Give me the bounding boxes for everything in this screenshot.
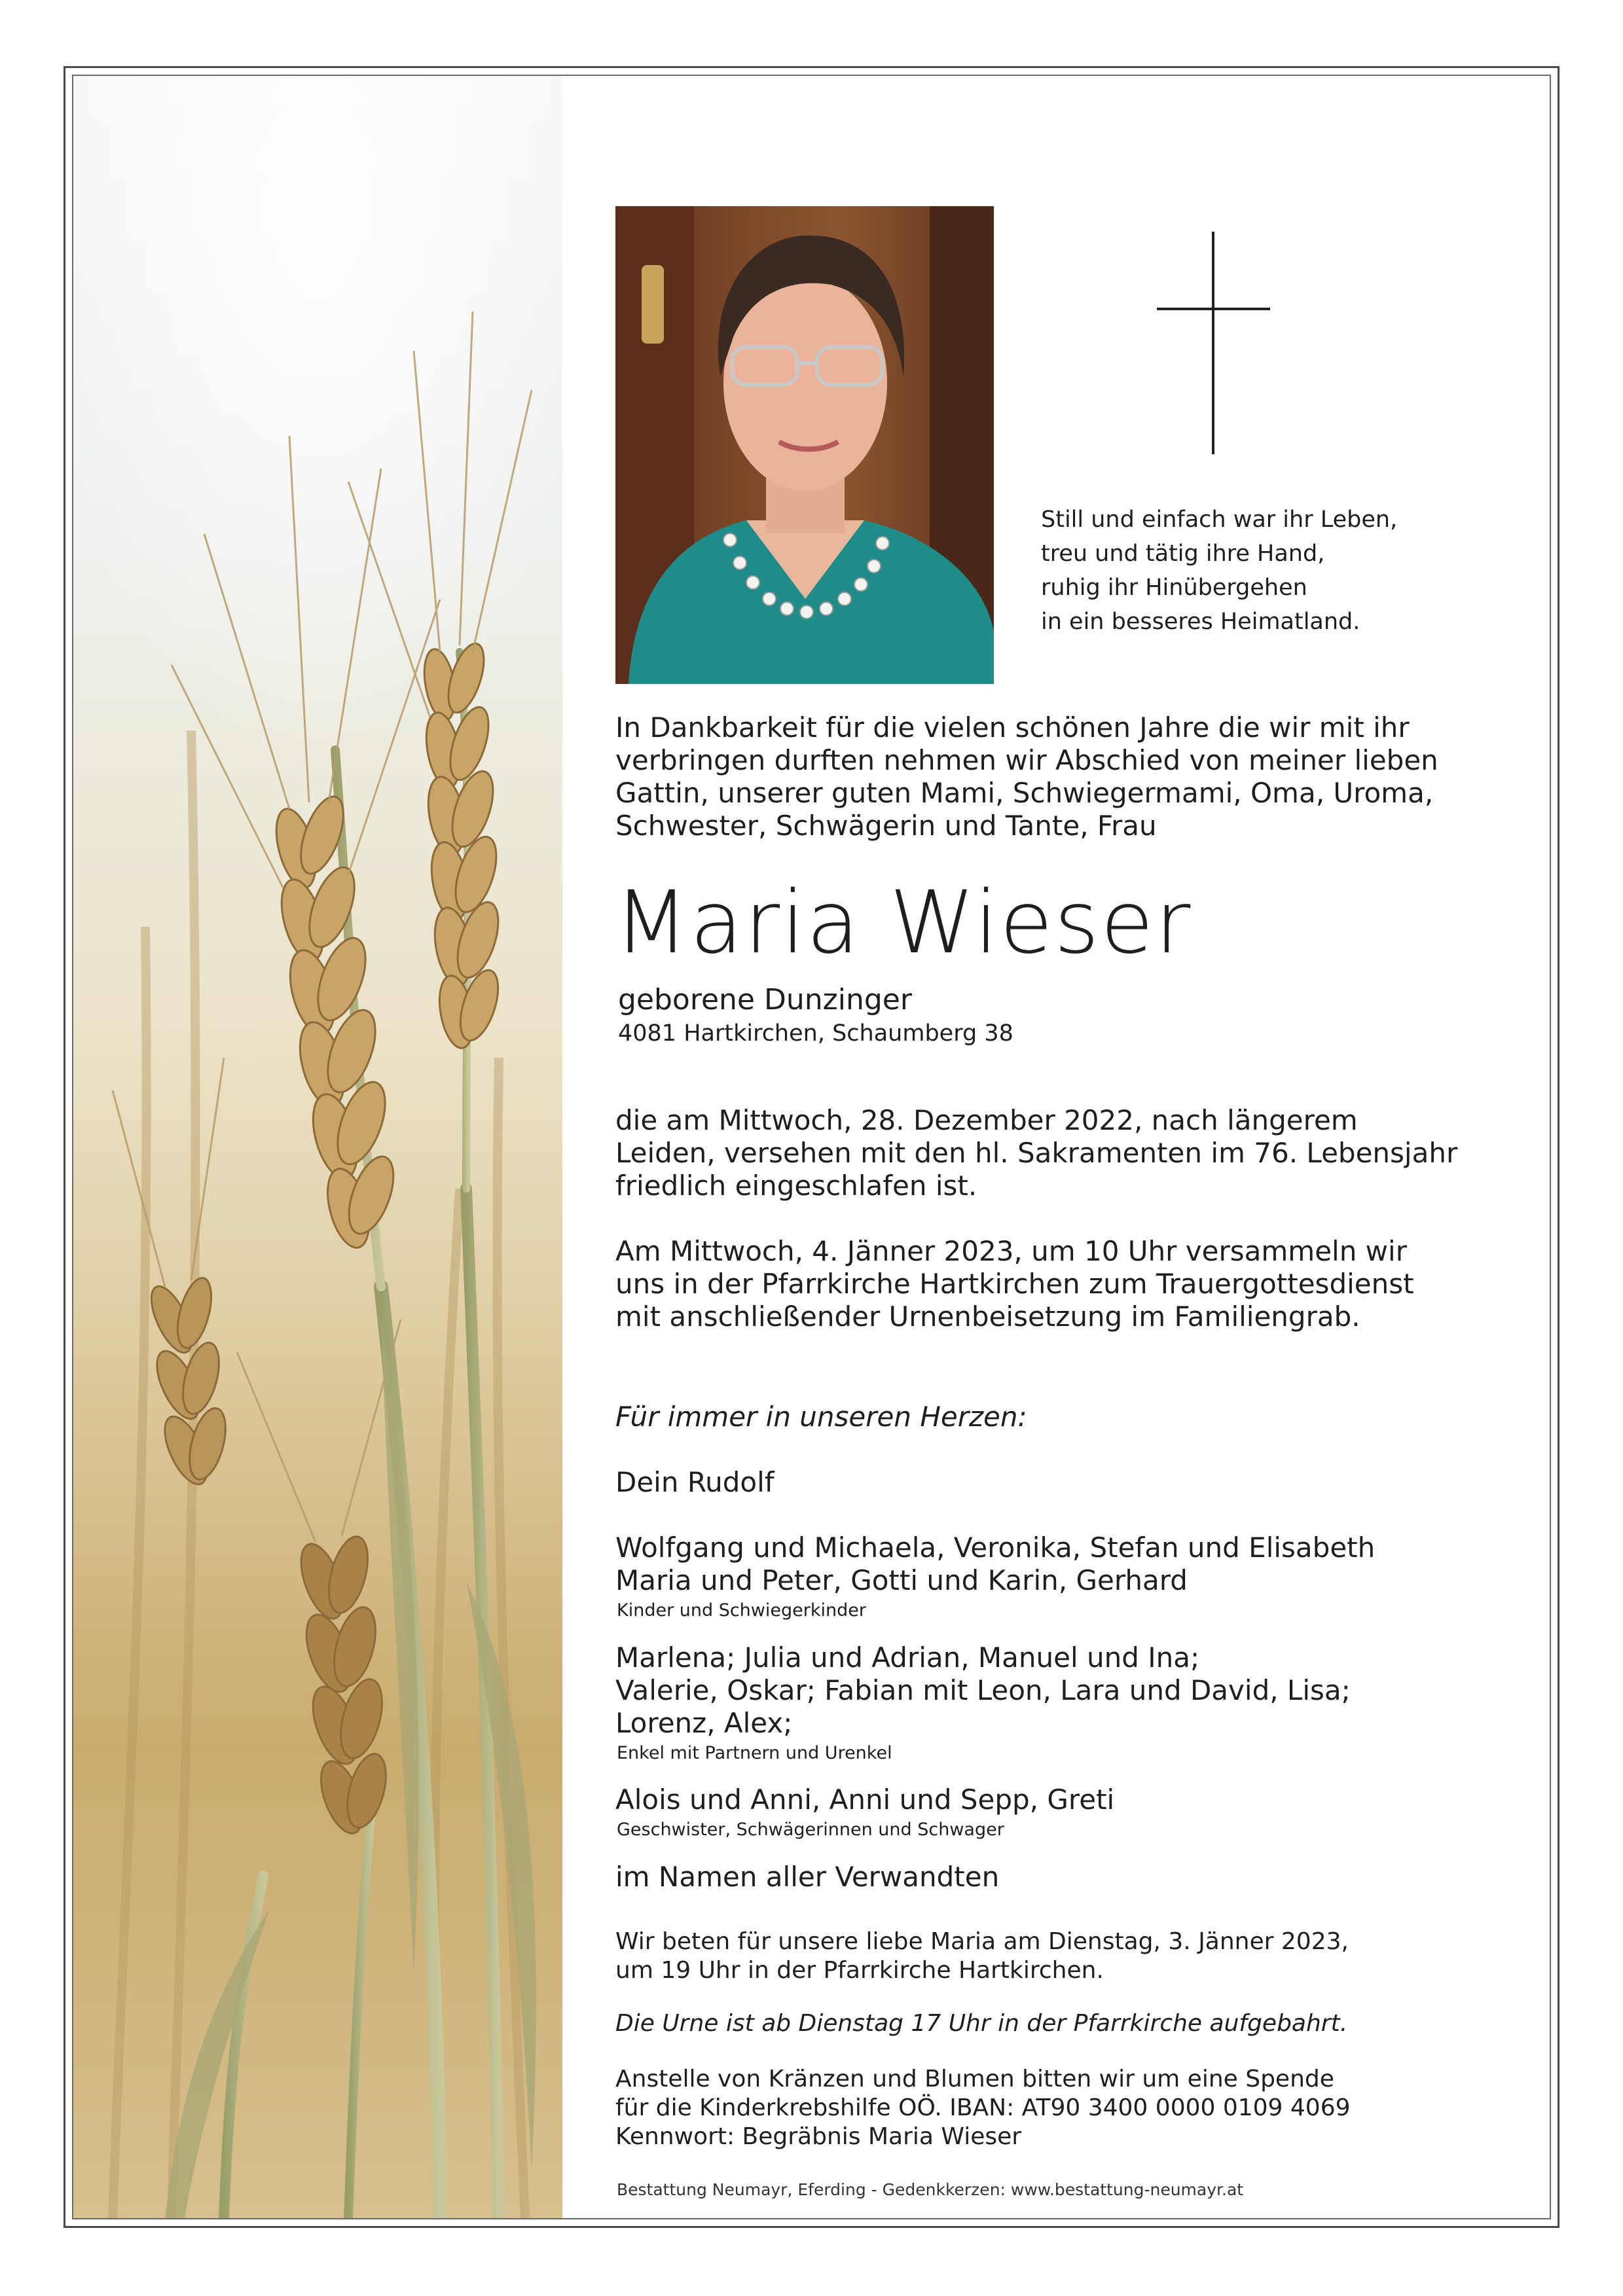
footer-credit: Bestattung Neumayr, Eferding - Gedenkkerzen: www.bestattung-neumayr.at — [617, 2180, 1244, 2199]
funeral-line: Am Mittwoch, 4. Jänner 2023, um 10 Uhr versammeln wir — [615, 1235, 1407, 1267]
cross-icon — [1212, 232, 1214, 454]
grandchildren-line: Lorenz, Alex; — [615, 1707, 793, 1739]
funeral-line: uns in der Pfarrkirche Hartkirchen zum Trauergottesdienst — [615, 1268, 1414, 1300]
children-label: Kinder und Schwiegerkinder — [617, 1600, 866, 1621]
donation-line: für die Kinderkrebshilfe OÖ. IBAN: AT90 3400 0000 0109 4069 — [615, 2094, 1351, 2121]
death-line: friedlich eingeschlafen ist. — [615, 1170, 977, 1202]
memorial-poem — [1041, 503, 1397, 639]
children-line: Maria und Peter, Gotti und Karin, Gerhard — [615, 1564, 1188, 1596]
intro-line: In Dankbarkeit für die vielen schönen Jahre die wir mit ihr — [615, 711, 1410, 744]
urn-notice: Die Urne ist ab Dienstag 17 Uhr in der Pfarrkirche aufgebahrt. — [615, 2010, 1348, 2037]
mourners-heading: Für immer in unseren Herzen: — [615, 1401, 1027, 1433]
deceased-name: Maria Wieser — [614, 872, 1192, 973]
prayer-line: Wir beten für unsere liebe Maria am Dienstag, 3. Jänner 2023, — [615, 1928, 1349, 1955]
grandchildren-line: Marlena; Julia und Adrian, Manuel und Ina; — [615, 1641, 1200, 1674]
siblings-label: Geschwister, Schwägerinnen und Schwager — [617, 1820, 1004, 1840]
portrait-illustration — [615, 206, 994, 684]
birth-name: geborene Dunzinger — [618, 983, 912, 1016]
donation-line: Anstelle von Kränzen und Blumen bitten wir um eine Spende — [615, 2066, 1334, 2092]
wheat-image — [73, 76, 562, 2218]
poem-line: Still und einfach war ihr Leben, — [1041, 507, 1398, 533]
portrait-photo — [615, 206, 994, 684]
poem-line: ruhig ihr Hinübergehen — [1041, 575, 1307, 601]
funeral-notice — [615, 1235, 1414, 1333]
intro-line: verbringen durften nehmen wir Abschied von meiner lieben — [615, 744, 1438, 776]
poem-line: in ein besseres Heimatland. — [1041, 609, 1360, 635]
prayer-line: um 19 Uhr in der Pfarrkirche Hartkirchen. — [615, 1957, 1104, 1984]
grandchildren-names — [615, 1641, 1351, 1740]
grandchildren-label: Enkel mit Partnern und Urenkel — [617, 1743, 892, 1763]
intro-line: Schwester, Schwägerin und Tante, Frau — [615, 810, 1157, 842]
spouse: Dein Rudolf — [615, 1466, 775, 1498]
donation-notice — [615, 2065, 1351, 2151]
donation-line: Kennwort: Begräbnis Maria Wieser — [615, 2123, 1022, 2150]
children-names — [615, 1532, 1375, 1597]
children-line: Wolfgang und Michaela, Veronika, Stefan und Elisabeth — [615, 1532, 1376, 1564]
prayer-notice — [615, 1928, 1349, 1985]
poem-line: treu und tätig ihre Hand, — [1041, 541, 1325, 567]
funeral-line: mit anschließender Urnenbeisetzung im Familiengrab. — [615, 1300, 1360, 1333]
address: 4081 Hartkirchen, Schaumberg 38 — [618, 1020, 1013, 1047]
death-line: die am Mittwoch, 28. Dezember 2022, nach längerem — [615, 1104, 1358, 1136]
grandchildren-line: Valerie, Oskar; Fabian mit Leon, Lara und David, Lisa; — [615, 1674, 1351, 1706]
siblings-names: Alois und Anni, Anni und Sepp, Greti — [615, 1784, 1115, 1816]
cross-icon-bar — [1157, 308, 1270, 310]
death-line: Leiden, versehen mit den hl. Sakramenten im 76. Lebensjahr — [615, 1137, 1458, 1169]
intro-text — [615, 711, 1438, 842]
death-notice — [615, 1104, 1457, 1202]
relatives-line: im Namen aller Verwandten — [615, 1861, 1000, 1893]
wheat-illustration — [73, 76, 562, 2218]
intro-line: Gattin, unserer guten Mami, Schwiegermami, Oma, Uroma, — [615, 777, 1434, 809]
